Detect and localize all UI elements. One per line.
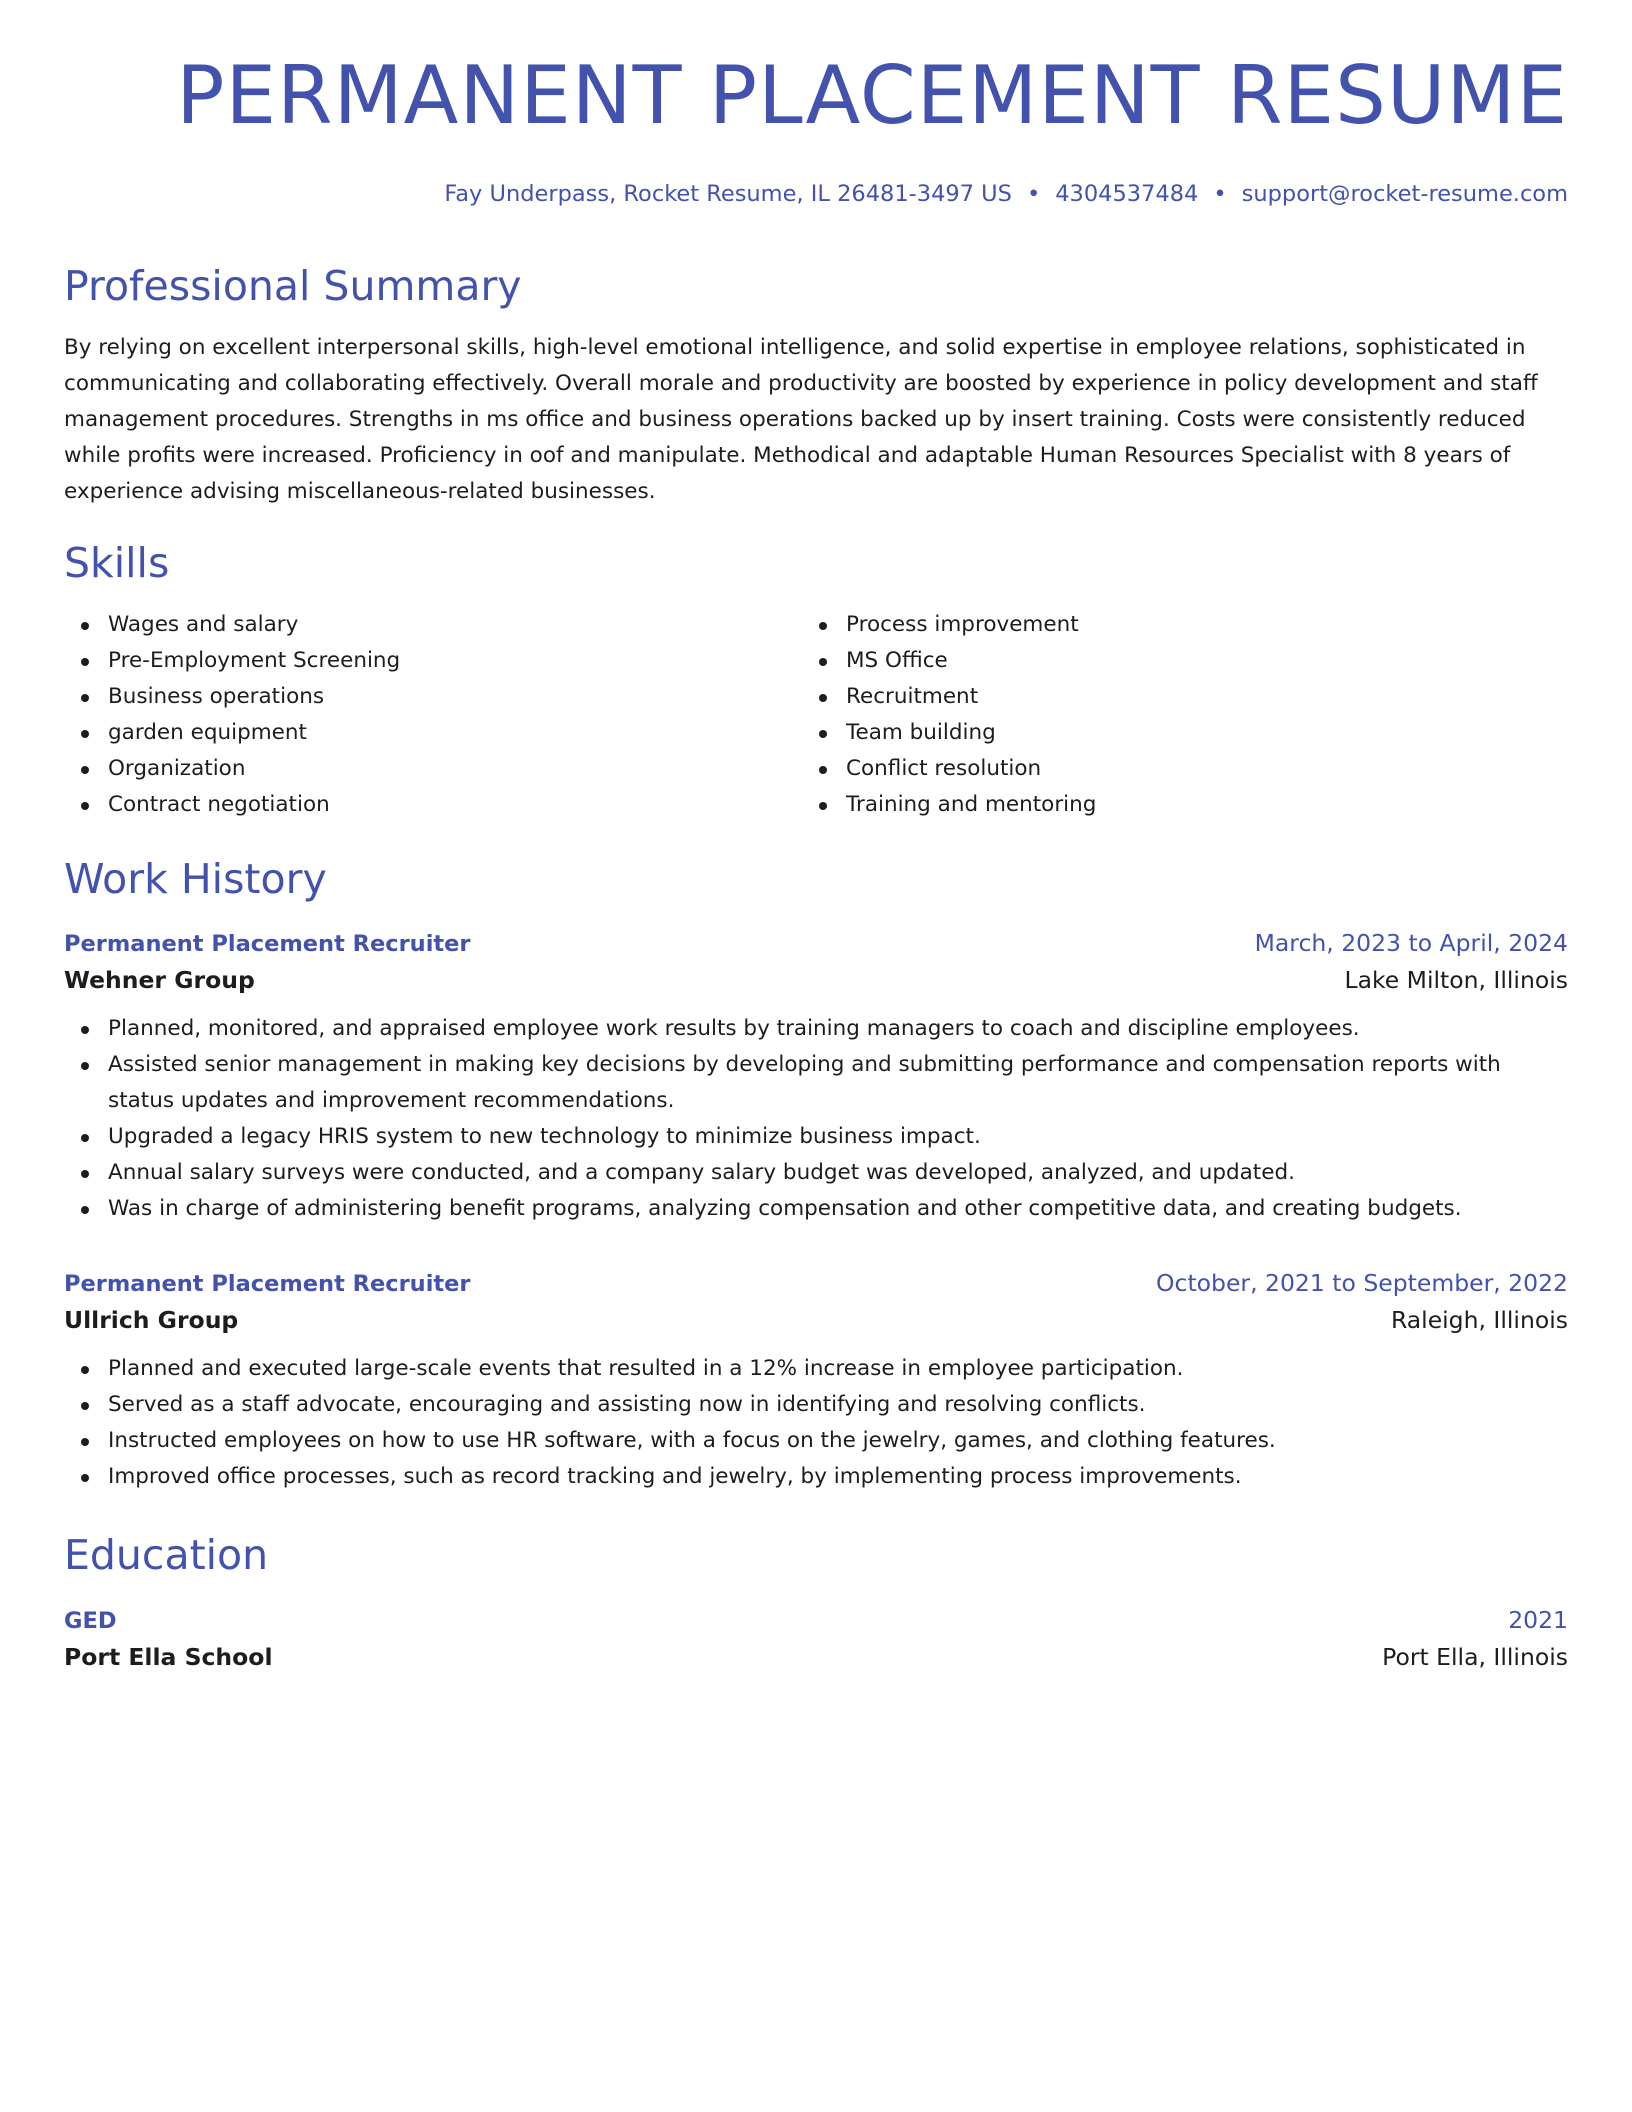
skill-item: Team building — [802, 715, 1540, 751]
job-bullet: Served as a staff advocate, encouraging and assisting now in identifying and resolving conflicts. — [64, 1387, 1568, 1423]
skills-list — [64, 607, 1568, 823]
work-history-heading: Work History — [64, 855, 327, 903]
skill-item: Recruitment — [802, 679, 1540, 715]
job-employer: Wehner Group — [64, 966, 255, 994]
resume-title: PERMANENT PLACEMENT RESUME — [176, 49, 1568, 142]
job-employer: Ullrich Group — [64, 1306, 239, 1334]
skill-item: Conflict resolution — [802, 751, 1540, 787]
job-location: Lake Milton, Illinois — [1344, 966, 1568, 994]
job-bullet: Planned and executed large-scale events that resulted in a 12% increase in employee participation. — [64, 1351, 1568, 1387]
job-bullet: Upgraded a legacy HRIS system to new technology to minimize business impact. — [64, 1119, 1568, 1155]
education-heading: Education — [64, 1531, 269, 1579]
job-header-row — [64, 926, 1568, 961]
summary-heading: Professional Summary — [64, 262, 522, 310]
education-degree: GED — [64, 1608, 117, 1634]
job-header-row — [64, 1266, 1568, 1301]
contact-separator: • — [1026, 181, 1041, 207]
skills-column-left — [64, 607, 802, 823]
skill-item: MS Office — [802, 643, 1540, 679]
job-dates: March, 2023 to April, 2024 — [1254, 929, 1568, 957]
job-bullet: Was in charge of administering benefit programs, analyzing compensation and other competitive data, and creating budgets. — [64, 1191, 1568, 1227]
skill-item: Contract negotiation — [64, 787, 802, 823]
job-title: Permanent Placement Recruiter — [64, 1271, 471, 1297]
job-bullets — [64, 1351, 1568, 1495]
skill-item: Organization — [64, 751, 802, 787]
job-bullet: Improved office processes, such as record tracking and jewelry, by implementing process improvements. — [64, 1459, 1568, 1495]
job-bullet: Assisted senior management in making key decisions by developing and submitting performance and compensation reports with status updates and improvement recommendations. — [64, 1047, 1568, 1119]
education-school: Port Ella School — [64, 1643, 273, 1671]
job-title: Permanent Placement Recruiter — [64, 931, 471, 957]
job-bullet: Instructed employees on how to use HR software, with a focus on the jewelry, games, and clothing features. — [64, 1423, 1568, 1459]
skills-heading: Skills — [64, 539, 170, 587]
job-entry — [64, 926, 1568, 1227]
skill-item: garden equipment — [64, 715, 802, 751]
skill-item: Training and mentoring — [802, 787, 1540, 823]
job-bullets — [64, 1011, 1568, 1227]
skill-item: Business operations — [64, 679, 802, 715]
job-employer-row — [64, 961, 1568, 999]
education-school-row — [64, 1638, 1568, 1676]
contact-address: Fay Underpass, Rocket Resume, IL 26481-3497 US — [444, 181, 1012, 207]
skills-column-right — [802, 607, 1540, 823]
education-location: Port Ella, Illinois — [1382, 1643, 1568, 1671]
contact-phone[interactable]: 4304537484 — [1055, 181, 1199, 207]
skill-item: Wages and salary — [64, 607, 802, 643]
contact-separator: • — [1213, 181, 1227, 207]
education-header-row — [64, 1603, 1568, 1638]
contact-email[interactable]: support@rocket-resume.com — [1241, 181, 1568, 207]
education-entry — [64, 1603, 1568, 1676]
summary-text: By relying on excellent interpersonal skills, high-level emotional intelligence, and solid expertise in employee relations, sophisticated in communicating and collaborating effectively. Overall morale and productivity are boosted by experience in policy development and staff management procedures. Strengths in ms office and business operations backed up by insert training. Costs were consistently reduced while profits were increased. Proficiency in oof and manipulate. Methodical and adaptable Human Resources Specialist with 8 years of experience advising miscellaneous-related businesses. — [64, 335, 1538, 504]
job-dates: October, 2021 to September, 2022 — [1156, 1269, 1568, 1297]
job-entry — [64, 1266, 1568, 1495]
contact-line — [64, 178, 1568, 210]
job-employer-row — [64, 1301, 1568, 1339]
skill-item: Process improvement — [802, 607, 1540, 643]
education-year: 2021 — [1508, 1606, 1568, 1634]
job-location: Raleigh, Illinois — [1390, 1306, 1568, 1334]
skill-item: Pre-Employment Screening — [64, 643, 802, 679]
job-bullet: Annual salary surveys were conducted, and a company salary budget was developed, analyzed, and updated. — [64, 1155, 1568, 1191]
job-bullet: Planned, monitored, and appraised employee work results by training managers to coach and discipline employees. — [64, 1011, 1568, 1047]
